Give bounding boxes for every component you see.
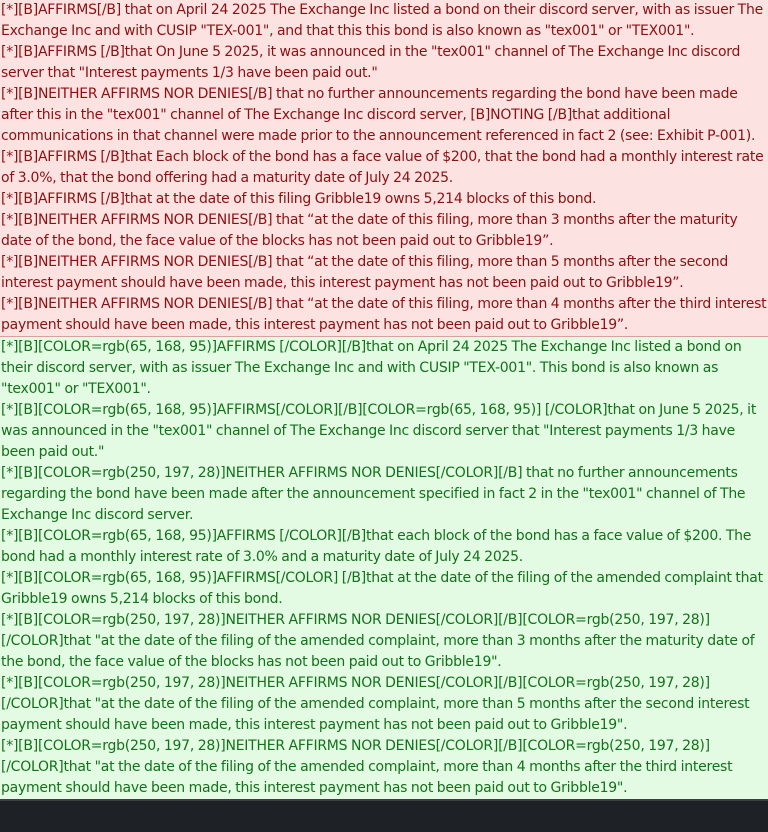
added-line[interactable]: [*][B][COLOR=rgb(65, 168, 95)]AFFIRMS[/COLOR] [/B]that at the date of the filing of the amended complaint that Gribble19 owns 5,214 blocks of this bond. [1, 570, 767, 607]
added-line[interactable]: [*][B][COLOR=rgb(250, 197, 28)]NEITHER AFFIRMS NOR DENIES[/COLOR][/B] that no further announcements regarding the bond have been made after the announcement specified in fact 2 in the "tex001" channel of The Exchange Inc discord server. [1, 465, 750, 523]
removed-line[interactable]: [*][B]AFFIRMS [/B]that Each block of the bond has a face value of $200, that the bond had a monthly interest rate of 3.0%, that the bond offering had a maturity date of July 24 2025. [1, 149, 768, 186]
added-line[interactable]: [*][B][COLOR=rgb(65, 168, 95)]AFFIRMS [/COLOR][/B]that each block of the bond has a face value of $200. The bond had a monthly interest rate of 3.0% and a maturity date of July 24 2025. [1, 528, 755, 565]
removed-line[interactable]: [*][B]NEITHER AFFIRMS NOR DENIES[/B] that “at the date of this filing, more than 5 months after the second interest payment should have been made, this interest payment has not been paid out to Gribble19”. [1, 254, 732, 291]
removed-line[interactable]: [*][B]AFFIRMS [/B]that at the date of this filing Gribble19 owns 5,214 blocks of this bond. [1, 191, 597, 207]
removed-line[interactable]: [*][B]AFFIRMS[/B] that on April 24 2025 The Exchange Inc listed a bond on their discord server, with as issuer The Exchange Inc and with CUSIP "TEX-001", and that this this bond is also known as "tex001" or "TEX001". [1, 2, 767, 39]
removed-line[interactable]: [*][B]NEITHER AFFIRMS NOR DENIES[/B] that no further announcements regarding the bond have been made after this in the "tex001" channel of The Exchange Inc discord server, [B]NOTING [/B]that additional communications in that channel were made prior to the announcement referenced in fact 2 (see: Exhibit P-001). [1, 86, 756, 144]
added-line[interactable]: [*][B][COLOR=rgb(250, 197, 28)]NEITHER AFFIRMS NOR DENIES[/COLOR][/B][COLOR=rgb(250, 197, 28)] [/COLOR]that "at the date of the filing of the amended complaint, more than 5 months after the second interest payment should have been made, this interest payment has not been paid out to Gribble19". [1, 675, 754, 733]
added-line[interactable]: [*][B][COLOR=rgb(250, 197, 28)]NEITHER AFFIRMS NOR DENIES[/COLOR][/B][COLOR=rgb(250, 197, 28)] [/COLOR]that "at the date of the filing of the amended complaint, more than 3 months after the maturity date of the bond, the face value of the blocks has not been paid out to Gribble19". [1, 612, 759, 670]
added-block [0, 337, 768, 799]
added-line[interactable]: [*][B][COLOR=rgb(65, 168, 95)]AFFIRMS [/COLOR][/B]that on April 24 2025 The Exchange Inc listed a bond on their discord server, with as issuer The Exchange Inc and with CUSIP "TEX-001". This bond is also known as "tex001" or "TEX001". [1, 339, 746, 397]
status-bar [0, 799, 768, 832]
added-line[interactable]: [*][B][COLOR=rgb(250, 197, 28)]NEITHER AFFIRMS NOR DENIES[/COLOR][/B][COLOR=rgb(250, 197, 28)] [/COLOR]that "at the date of the filing of the amended complaint, more than 4 months after the third interest payment should have been made, this interest payment has not been paid out to Gribble19". [1, 738, 737, 796]
removed-line[interactable]: [*][B]AFFIRMS [/B]that On June 5 2025, it was announced in the "tex001" channel of The Exchange Inc discord server that "Interest payments 1/3 have been paid out." [1, 44, 744, 81]
removed-line[interactable]: [*][B]NEITHER AFFIRMS NOR DENIES[/B] that “at the date of this filing, more than 3 months after the maturity date of the bond, the face value of the blocks has not been paid out to Gribble19”. [1, 212, 742, 249]
removed-block [0, 0, 768, 337]
removed-line[interactable]: [*][B]NEITHER AFFIRMS NOR DENIES[/B] that “at the date of this filing, more than 4 months after the third interest payment should have been made, this interest payment has not been paid out to Gribble19”. [1, 296, 767, 333]
added-line[interactable]: [*][B][COLOR=rgb(65, 168, 95)]AFFIRMS[/COLOR][/B][COLOR=rgb(65, 168, 95)] [/COLOR]that on June 5 2025, it was announced in the "tex001" channel of The Exchange Inc discord server that "Interest payments 1/3 have been paid out." [1, 402, 760, 460]
